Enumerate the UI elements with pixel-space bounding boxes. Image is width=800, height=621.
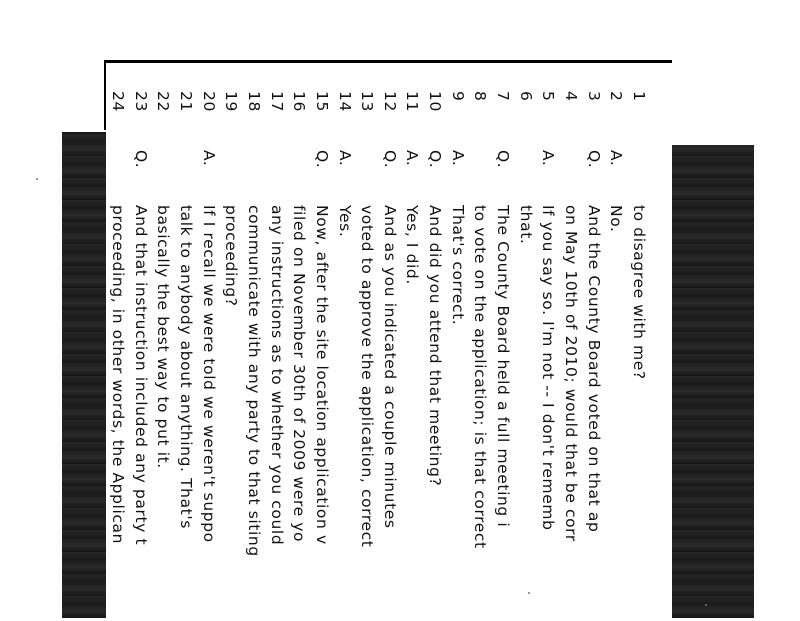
line-number: 14 bbox=[335, 91, 354, 112]
line-number: 21 bbox=[177, 91, 195, 112]
transcript-line bbox=[195, 63, 218, 621]
line-text: communicate with any party to that siting bbox=[244, 205, 263, 557]
line-number: 11 bbox=[403, 91, 422, 112]
line-number: 22 bbox=[154, 91, 173, 112]
transcript-line bbox=[218, 63, 241, 621]
transcript-line bbox=[308, 63, 331, 621]
transcript-line bbox=[263, 63, 286, 621]
line-number: 16 bbox=[290, 91, 309, 112]
line-number: 7 bbox=[494, 91, 513, 102]
line-text: basically the best way to put it. bbox=[154, 205, 173, 469]
line-number: 8 bbox=[471, 91, 490, 102]
speaker-label: A. bbox=[448, 150, 467, 167]
line-text: on May 10th of 2010; would that be corr bbox=[562, 205, 581, 542]
line-number: 9 bbox=[448, 91, 467, 102]
transcript-line bbox=[399, 63, 422, 621]
line-text: proceeding? bbox=[222, 205, 241, 307]
transcript-line bbox=[557, 63, 580, 621]
transcript-line bbox=[286, 63, 309, 621]
line-text: No. bbox=[607, 205, 626, 233]
scan-speck bbox=[705, 604, 707, 606]
line-text: any instructions as to whether you could bbox=[267, 205, 286, 546]
transcript-line bbox=[580, 63, 603, 621]
line-text: to disagree with me? bbox=[630, 205, 648, 380]
scan-shadow-right bbox=[672, 145, 754, 618]
speaker-label: A. bbox=[607, 150, 626, 167]
line-number: 24 bbox=[109, 91, 128, 112]
transcript-line bbox=[172, 63, 195, 621]
line-number: 18 bbox=[244, 91, 263, 112]
line-text: Yes. bbox=[335, 205, 354, 238]
line-text: voted to approve the application, correct bbox=[358, 205, 377, 548]
transcript-page bbox=[106, 60, 672, 621]
transcript-line bbox=[422, 63, 445, 621]
line-text: Now, after the site location application v bbox=[312, 205, 331, 545]
scan-speck bbox=[528, 592, 530, 594]
transcript-line bbox=[603, 63, 626, 621]
line-number: 15 bbox=[312, 91, 331, 112]
line-number: 23 bbox=[131, 91, 150, 112]
line-number: 17 bbox=[267, 91, 286, 112]
transcript-line bbox=[240, 63, 263, 621]
transcript-line bbox=[376, 63, 399, 621]
speaker-label: Q. bbox=[426, 150, 445, 169]
transcript-line bbox=[535, 63, 558, 621]
line-text: The County Board held a full meeting i bbox=[494, 205, 513, 528]
speaker-label: Q. bbox=[584, 150, 603, 169]
line-text: That's correct. bbox=[448, 205, 467, 326]
scan-shadow-left bbox=[62, 132, 108, 618]
transcript-lines bbox=[106, 63, 672, 621]
line-number: 3 bbox=[584, 91, 603, 102]
line-number: 1 bbox=[630, 91, 648, 102]
line-number: 20 bbox=[199, 91, 218, 112]
transcript-line bbox=[150, 63, 173, 621]
line-text: that. bbox=[516, 205, 535, 245]
transcript-line bbox=[490, 63, 513, 621]
line-number: 5 bbox=[539, 91, 558, 102]
line-text: talk to anybody about anything. That's bbox=[177, 205, 195, 529]
line-text: filed on November 30th of 2009 were yo bbox=[290, 205, 309, 543]
transcript-line bbox=[625, 63, 648, 621]
transcript-line bbox=[444, 63, 467, 621]
line-text: Yes, I did. bbox=[403, 205, 422, 285]
transcript-line bbox=[331, 63, 354, 621]
transcript-line bbox=[354, 63, 377, 621]
speaker-label: A. bbox=[199, 150, 218, 167]
line-text: And that instruction included any party t bbox=[131, 205, 150, 546]
speaker-label: Q. bbox=[312, 150, 331, 169]
transcript-line bbox=[512, 63, 535, 621]
line-text: proceeding, in other words, the Applican bbox=[109, 205, 128, 545]
line-number: 10 bbox=[426, 91, 445, 112]
line-text: And the County Board voted on that ap bbox=[584, 205, 603, 533]
line-number: 12 bbox=[380, 91, 399, 112]
transcript-line bbox=[467, 63, 490, 621]
line-text: And did you attend that meeting? bbox=[426, 205, 445, 487]
line-number: 6 bbox=[516, 91, 535, 102]
speaker-label: Q. bbox=[494, 150, 513, 169]
line-number: 2 bbox=[607, 91, 626, 102]
line-text: And as you indicated a couple minutes bbox=[380, 205, 399, 529]
transcript-line bbox=[106, 63, 127, 621]
transcript-line bbox=[127, 63, 150, 621]
speaker-label: A. bbox=[335, 150, 354, 167]
speaker-label: Q. bbox=[380, 150, 399, 169]
speaker-label: A. bbox=[403, 150, 422, 167]
line-number: 4 bbox=[562, 91, 581, 102]
line-text: to vote on the application; is that correct bbox=[471, 205, 490, 549]
line-text: If I recall we were told we weren't suppo bbox=[199, 205, 218, 543]
speaker-label: Q. bbox=[131, 150, 150, 169]
line-number: 19 bbox=[222, 91, 241, 112]
speaker-label: A. bbox=[539, 150, 558, 167]
scan-speck bbox=[36, 178, 38, 180]
line-number: 13 bbox=[358, 91, 377, 112]
line-text: If you say so. I'm not -- I don't rememb bbox=[539, 205, 558, 531]
